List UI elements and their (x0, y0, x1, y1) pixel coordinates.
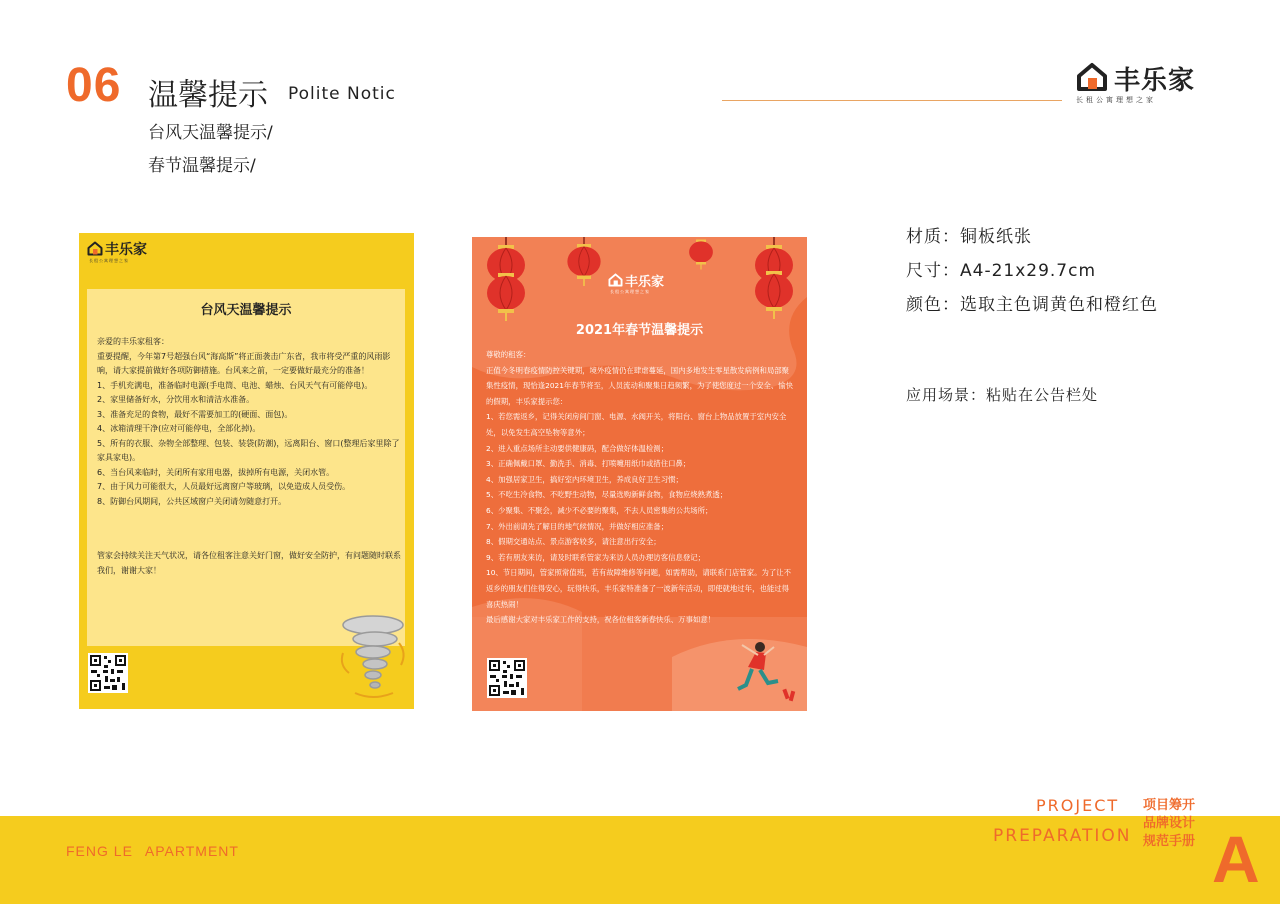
notice-line: 8、假期交通站点、景点游客较多，请注意出行安全； (486, 537, 661, 547)
section-number: 06 (66, 59, 122, 112)
poster-logo-tagline: 长租公寓理想之家 (610, 289, 650, 294)
poster-logo-tagline: 长租公寓理想之家 (89, 258, 129, 263)
qr-code-icon (88, 653, 128, 693)
notice-line: 2、进入重点场所主动要供健康码，配合做好体温检测； (486, 443, 669, 453)
footer-cn-stack (1143, 797, 1195, 851)
notice-line: 6、当台风来临时，关闭所有家用电器，拔掉所有电源，关闭水管。 (97, 467, 335, 477)
subtitle-typhoon: 台风天温馨提示/ (148, 123, 273, 143)
notice-line: 亲爱的丰乐家租客： (97, 337, 169, 346)
notice-line: 7、由于风力可能很大，人员最好远离窗户等玻璃，以免造成人员受伤。 (97, 482, 351, 491)
spring-festival-poster (472, 237, 807, 711)
notice-card (87, 289, 405, 646)
spec-usage: 应用场景：粘贴在公告栏处 (906, 386, 1099, 404)
notice-line: 3、正确佩戴口罩、勤洗手、消毒、打喷嚏用纸巾或措住口鼻； (486, 459, 691, 469)
poster-logo (608, 271, 688, 297)
notice-line: 10、节日期间，管家照常值班，若有故障维修等问题，如需帮助，请联系门店管家。为了让不返乡的朋友们住得安心，玩得快乐，丰乐家特准备了一波新年活动，即使就地过年，也能过得喜庆热闹！ (486, 568, 792, 609)
spec-size: 尺寸：A4-21x29.7cm (906, 261, 1097, 281)
notice-line: 6、少聚集、不聚会，减少不必要的聚集，不去人员密集的公共场所； (486, 505, 713, 515)
subtitle-spring: 春节温馨提示/ (148, 156, 256, 176)
footer-brand-word: APARTMENT (144, 843, 239, 859)
lantern-icon (686, 237, 716, 287)
notice-line: 正值今冬明春疫情防控关键期，境外疫情仍在肆虐蔓延，国内多地发生零星散发病例和局部聚集性疫情，现恰逢2021年春节将至，人员流动和聚集日趋频繁，为了使您度过一个安全、愉快的假期，丰乐家提示您： (486, 365, 794, 406)
brand-name: 丰乐家 (1114, 66, 1196, 96)
poster-logo (87, 239, 167, 269)
notice-line: 尊敬的租客： (486, 350, 531, 359)
footer-project: PROJECT (1036, 796, 1120, 815)
poster-logo-name: 丰乐家 (105, 242, 147, 258)
tornado-icon (335, 613, 411, 703)
house-logo-icon (1076, 62, 1108, 92)
house-logo-icon (608, 273, 623, 287)
notice-line: 4、加强居家卫生，搞好室内环境卫生，养成良好卫生习惯； (486, 474, 683, 484)
notice-line: 8、防御台风期间，公共区域窗户关闭请勿随意打开。 (97, 496, 287, 506)
notice-line: 最后感谢大家对丰乐家工作的支持，祝各位租客新春快乐、万事如意！ (486, 615, 716, 625)
notice-line: 7、外出前请先了解目的地气候情况，并做好相应准备； (486, 521, 669, 531)
section-title-en: Polite Notic (288, 84, 396, 104)
footer-brand (66, 843, 251, 859)
brand-logo (1074, 60, 1214, 106)
notice-line: 1、手机充满电，准备临时电源(手电筒、电池、蜡烛、台风天气有可能停电)。 (97, 380, 373, 390)
section-title: 温馨提示 (148, 78, 268, 113)
footer-cn-line: 品牌设计 (1143, 816, 1196, 831)
house-logo-icon (87, 241, 103, 256)
notice-line: 重要提醒，今年第7号超强台风“海高斯”将正面袭击广东省，我市将受严重的风雨影响，请大家提前做好各项防御措施。台风来之前，一定要做好最充分的准备！ (97, 351, 391, 375)
footer-cn-line: 规范手册 (1143, 834, 1196, 849)
poster-logo-name: 丰乐家 (625, 275, 665, 290)
notice-line: 9、若有朋友来访，请及时联系管家为来访人员办理访客信息登记； (486, 552, 706, 562)
notice-line: 3、准备充足的食物，最好不需要加工的(硬面、面包)。 (97, 409, 293, 419)
footer-letter: A (1212, 822, 1260, 896)
notice-line: 2、家里储备好水，分饮用水和清洁水准备。 (97, 395, 255, 404)
notice-title: 台风天温馨提示 (200, 303, 292, 318)
spec-material: 材质：铜板纸张 (906, 227, 1032, 247)
footer-brand-word: FENG LE (66, 843, 133, 859)
notice-line: 5、所有的衣服、杂物全部整理、包装、装袋(防潮)，远离阳台、窗口(整理后家里除了家具家电)。 (97, 438, 400, 462)
typhoon-poster (79, 233, 414, 709)
notice-line: 5、不吃生冷食物、不吃野生动物，尽量选购新鲜食物，食物应烧熟煮透； (486, 490, 728, 500)
lantern-icon (564, 237, 604, 307)
notice-title: 2021年春节温馨提示 (575, 323, 704, 338)
footer-cn-line: 项目筹开 (1143, 798, 1196, 813)
notice-line: 1、若您需返乡，记得关闭房间门窗、电源、水阀开关，将阳台、窗台上物品放置于室内安全处，以免发生高空坠物等意外； (486, 412, 787, 437)
spec-color: 颜色：选取主色调黄色和橙红色 (906, 295, 1158, 315)
notice-closing: 管家会持续关注天气状况，请各位租客注意关好门窗，做好安全防护，有问题随时联系我们，谢谢大家！ (97, 551, 401, 575)
qr-code-icon (487, 658, 527, 698)
notice-body (486, 347, 794, 628)
footer-preparation: PREPARATION (993, 826, 1132, 846)
notice-line: 4、冰箱清理干净(应对可能停电，全部化掉)。 (97, 424, 261, 433)
jumping-girl-icon (728, 637, 798, 707)
brand-tagline: 长租公寓理想之家 (1076, 96, 1156, 104)
notice-body (97, 335, 401, 578)
header-divider (722, 100, 1062, 101)
